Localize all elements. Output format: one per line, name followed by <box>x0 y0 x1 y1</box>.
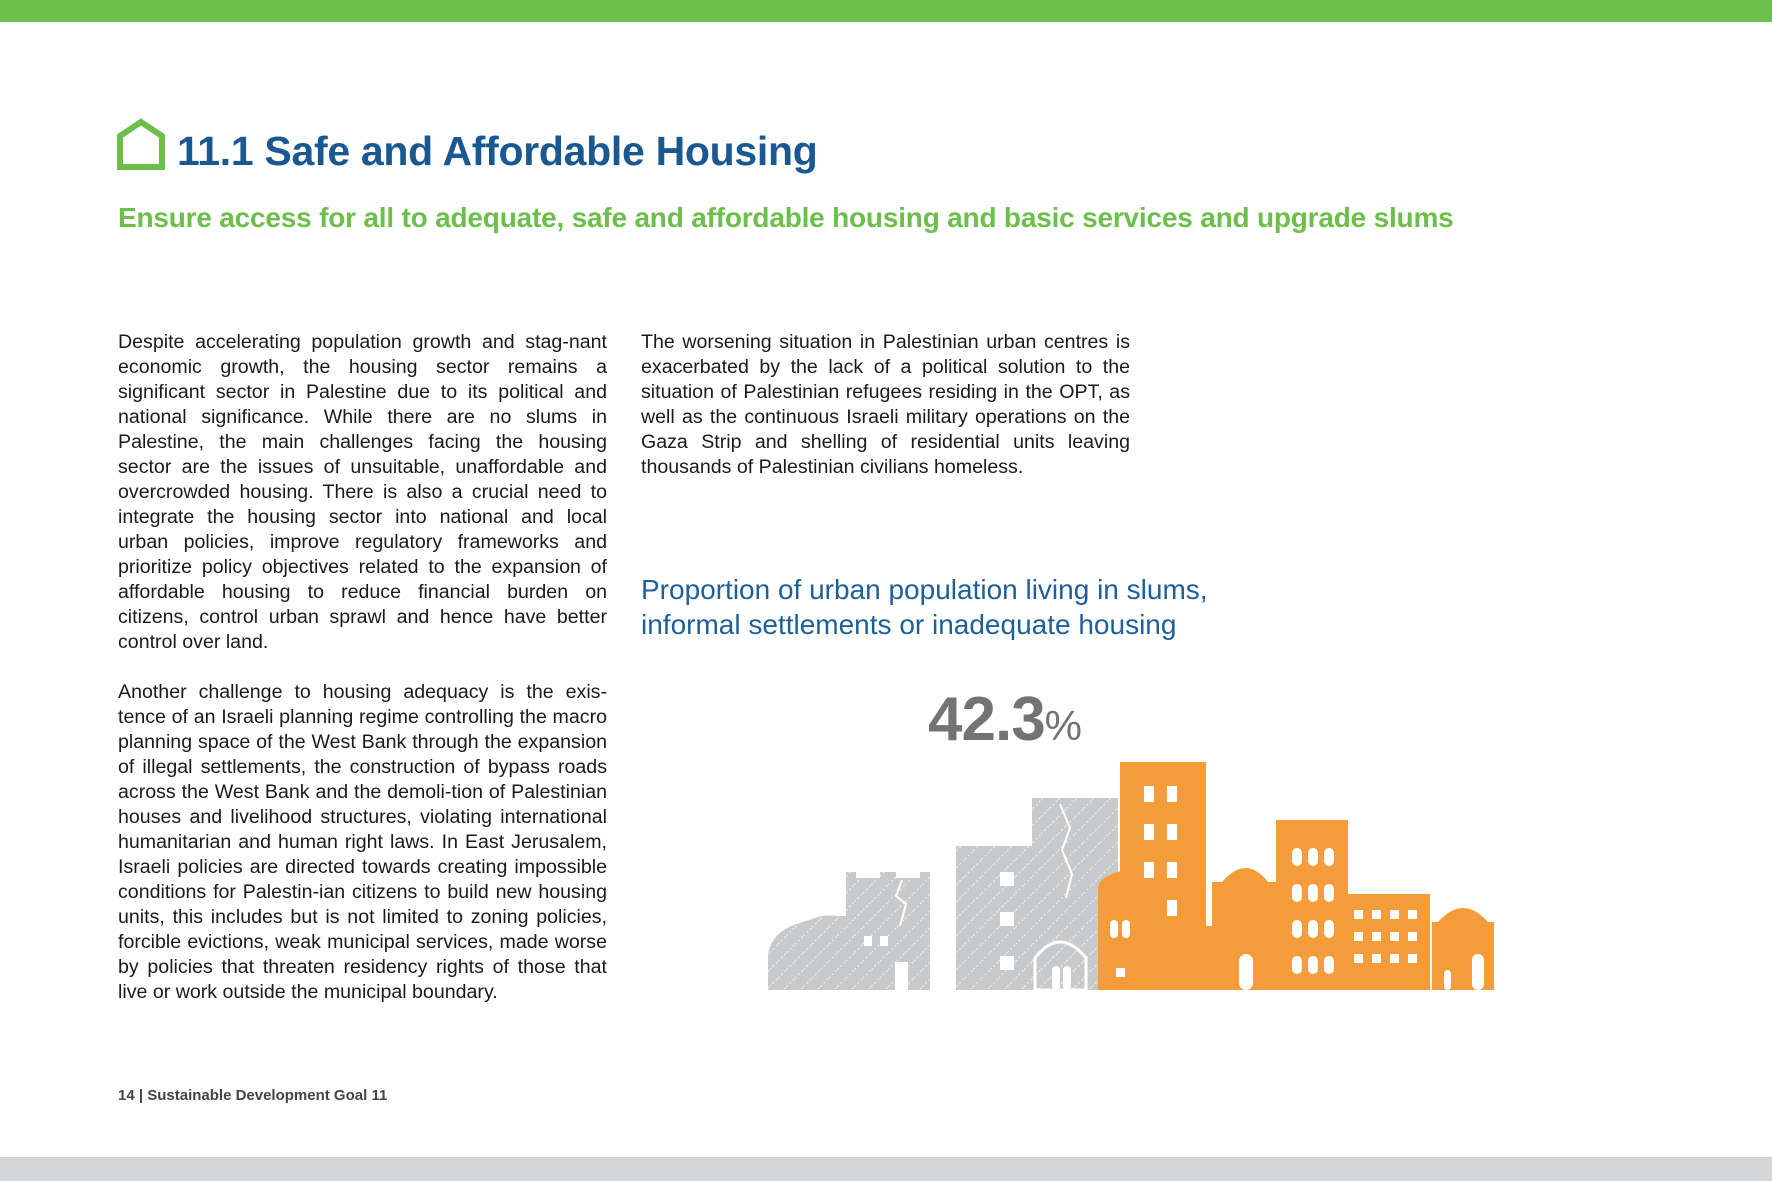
indicator-number: 42.3 <box>928 685 1045 754</box>
city-buildings-illustration <box>760 758 1500 998</box>
house-outline-icon <box>116 118 166 170</box>
indicator-title: Proportion of urban population living in slums, informal settlements or inadequate housing <box>641 574 1208 640</box>
section-title: 11.1 Safe and Affordable Housing <box>177 128 818 174</box>
body-paragraph: Another challenge to housing adequacy is the exis-tence of an Israeli planning regime controlling the macro planning space of the West Bank through the expansion of illegal settlements, the construction of bypass roads across the West Bank and the demoli-tion of Palestinian houses and livelihood structures, violating international humanitarian and human right laws. In East Jerusalem, Israeli policies are directed towards creating impossible conditions for Palestin-ian citizens to build new housing units, this includes but is not limited to zoning policies, forcible evictions, weak municipal services, made worse by policies that threaten residency rights of those that live or work outside the municipal boundary. <box>118 681 607 1003</box>
page-footer: 14 | Sustainable Development Goal 11 <box>118 1087 388 1104</box>
indicator-unit: % <box>1044 702 1083 749</box>
body-paragraph: The worsening situation in Palestinian urban centres is exacerbated by the lack of a political solution to the situation of Palestinian refugees residing in the OPT, as well as the continuous Israeli military operations on the Gaza Strip and shelling of residential units leaving thousands of Palestinian civilians homeless. <box>641 331 1130 478</box>
section-subtitle: Ensure access for all to adequate, safe and affordable housing and basic services and upgrade slums <box>118 202 1454 233</box>
gray-buildings <box>768 798 1118 990</box>
indicator-value <box>928 684 1082 755</box>
left-text-column <box>118 330 607 1005</box>
top-accent-bar <box>0 0 1772 22</box>
body-paragraph: Despite accelerating population growth and stag-nant economic growth, the housing sector remains a significant sector in Palestine due to its political and national significance. While there are no slums in Palestine, the main challenges facing the housing sector are the issues of unsuitable, unaffordable and overcrowded housing. There is also a crucial need to integrate the housing sector into national and local urban policies, improve regulatory frameworks and prioritize policy objectives related to the expansion of affordable housing to reduce financial burden on citizens, control urban sprawl and hence have better control over land. <box>118 331 607 653</box>
orange-buildings <box>1098 762 1494 990</box>
right-text-column <box>641 330 1130 480</box>
bottom-bar <box>0 1157 1772 1181</box>
